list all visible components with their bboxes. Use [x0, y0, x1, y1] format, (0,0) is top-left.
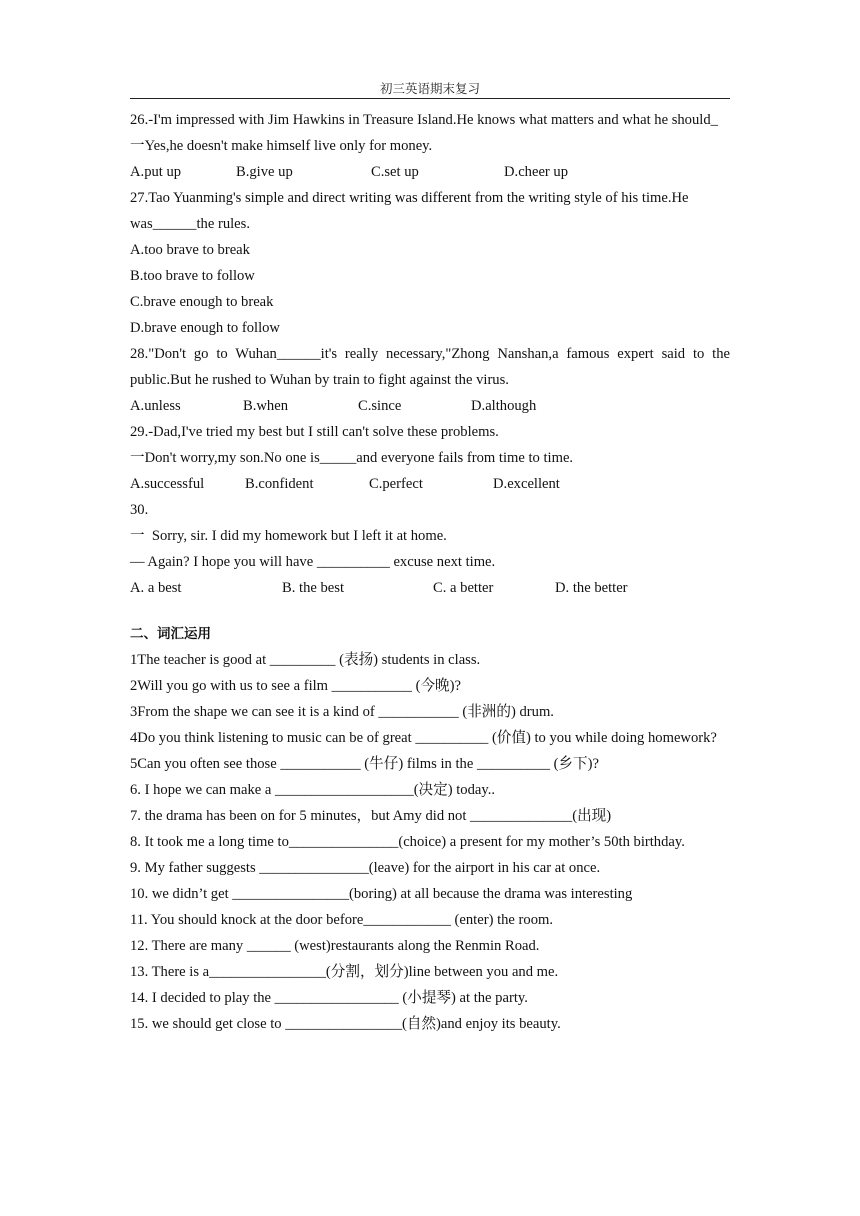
- option-a: A.successful: [130, 476, 205, 492]
- section-title: 二、词汇运用: [130, 626, 211, 642]
- option-a: A. a best: [130, 580, 182, 596]
- question-text: 26.-I'm impressed with Jim Hawkins in Treasure Island.He knows what matters and what he should_: [130, 112, 718, 128]
- vocab-item: 13. There is a________________(分割，划分)line between you and me.: [130, 964, 559, 980]
- vocab-item: 1The teacher is good at _________ (表扬) students in class.: [130, 652, 481, 668]
- vocab-item: 7. the drama has been on for 5 minutes，but Amy did not ______________(出现): [130, 808, 612, 824]
- vocab-item: 11. You should knock at the door before____________ (enter) the room.: [130, 912, 554, 928]
- options-row: [130, 393, 730, 419]
- vocab-item: 14. I decided to play the _________________ (小提琴) at the party.: [130, 990, 528, 1006]
- vocab-list: [130, 647, 730, 1037]
- vocab-item: 6. I hope we can make a ___________________(决定) today..: [130, 782, 496, 798]
- question-number: 30.: [130, 502, 149, 518]
- options-row: [130, 575, 730, 601]
- option-d: D.cheer up: [504, 164, 569, 180]
- question-26: [130, 107, 730, 185]
- vocab-item: 10. we didn’t get ________________(boring) at all because the drama was interesting: [130, 886, 633, 902]
- vocab-item: 15. we should get close to ________________(自然)and enjoy its beauty.: [130, 1016, 561, 1032]
- options-row: [130, 159, 730, 185]
- option-b: B.too brave to follow: [130, 268, 255, 284]
- vocab-item: 12. There are many ______ (west)restaurants along the Renmin Road.: [130, 938, 540, 954]
- option-c: C.set up: [371, 164, 419, 180]
- question-30: [130, 497, 730, 601]
- question-27: [130, 185, 730, 341]
- question-29: [130, 419, 730, 497]
- vocab-item: 3From the shape we can see it is a kind of ___________ (非洲的) drum.: [130, 704, 554, 720]
- page-header-title: 初三英语期末复习: [379, 81, 480, 96]
- document-content: [130, 107, 730, 1037]
- option-b: B.confident: [245, 476, 314, 492]
- option-a: A.unless: [130, 398, 181, 414]
- vocab-item: 8. It took me a long time to_______________(choice) a present for my mother’s 50th birthday.: [130, 834, 685, 850]
- option-c: C.since: [358, 398, 402, 414]
- option-d: D.excellent: [493, 476, 560, 492]
- option-b: B.give up: [236, 164, 293, 180]
- question-text: 一Yes,he doesn't make himself live only for money.: [130, 138, 433, 154]
- question-text: — Again? I hope you will have __________ excuse next time.: [130, 554, 496, 570]
- option-c: C. a better: [433, 580, 494, 596]
- vocab-item: 5Can you often see those ___________ (牛仔) films in the __________ (乡下)?: [130, 756, 599, 772]
- option-c: C.perfect: [369, 476, 423, 492]
- option-b: B. the best: [282, 580, 345, 596]
- options-row: [130, 471, 730, 497]
- option-a: A.too brave to break: [130, 242, 250, 258]
- option-b: B.when: [243, 398, 288, 414]
- option-a: A.put up: [130, 164, 182, 180]
- question-text: 28."Don't go to Wuhan______it's really necessary,"Zhong Nanshan,a famous expert said to the public.But he rushed to Wuhan by train to fight against the virus.: [130, 346, 730, 388]
- header-rule: [130, 98, 730, 99]
- vocab-item: 9. My father suggests _______________(leave) for the airport in his car at once.: [130, 860, 601, 876]
- question-text: 29.-Dad,I've tried my best but I still can't solve these problems.: [130, 424, 499, 440]
- question-28: [130, 341, 730, 419]
- question-text: 一Don't worry,my son.No one is_____and everyone fails from time to time.: [130, 450, 574, 466]
- option-d: D.brave enough to follow: [130, 320, 280, 336]
- vocab-item: 2Will you go with us to see a film ___________ (今晚)?: [130, 678, 461, 694]
- question-text: 一 Sorry, sir. I did my homework but I left it at home.: [130, 528, 447, 544]
- option-d: D. the better: [555, 580, 628, 596]
- option-c: C.brave enough to break: [130, 294, 274, 310]
- option-d: D.although: [471, 398, 537, 414]
- vocab-item: 4Do you think listening to music can be of great __________ (价值) to you while doing homework?: [130, 730, 717, 746]
- question-text: 27.Tao Yuanming's simple and direct writing was different from the writing style of his time.He was______the rules.: [130, 190, 689, 232]
